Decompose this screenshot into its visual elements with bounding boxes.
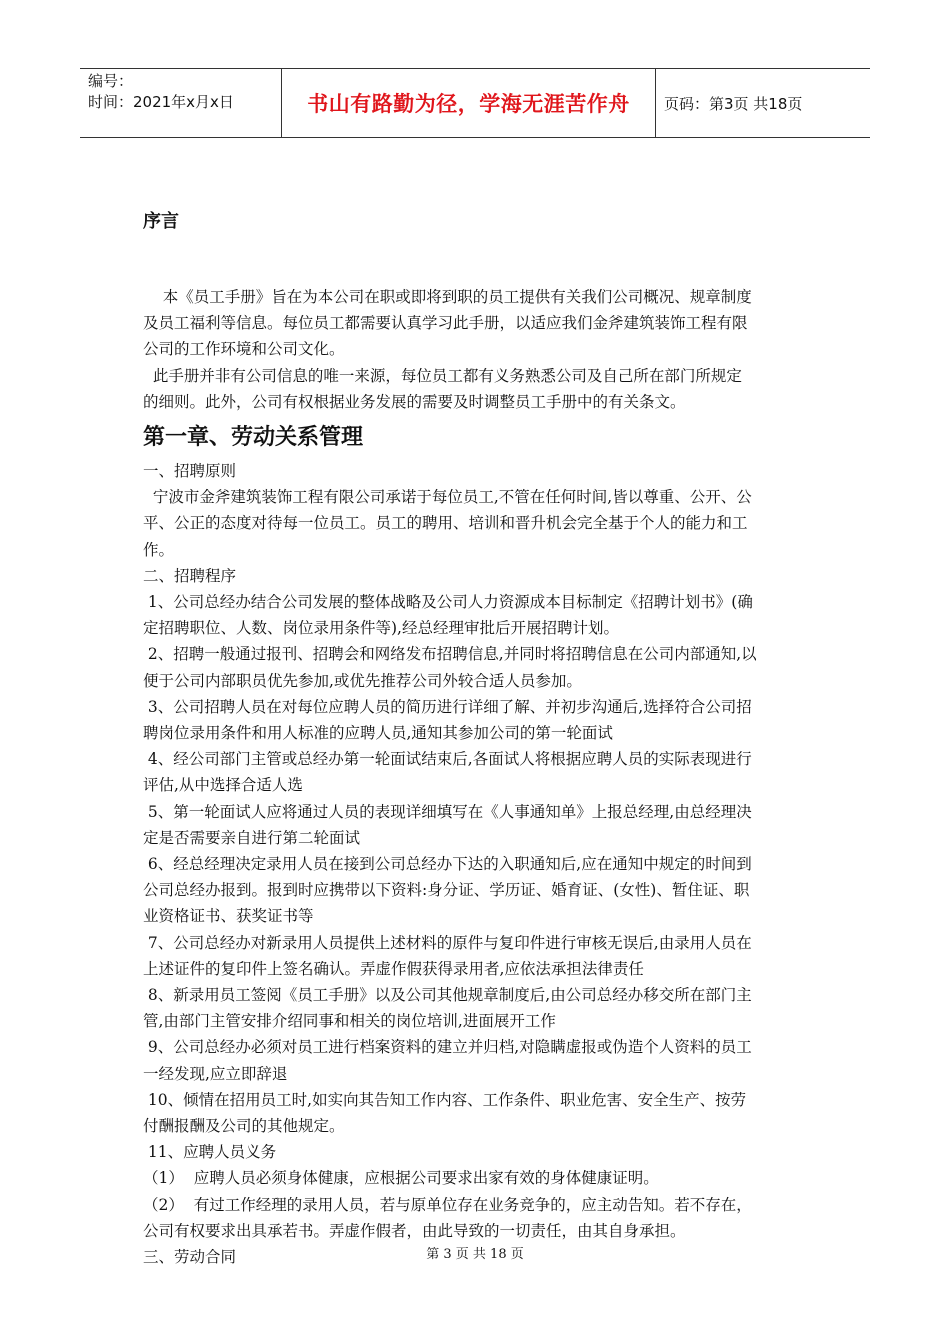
text-line: （1） 应聘人员必须身体健康，应根据公司要求出家有效的身体健康证明。 [143,1169,659,1188]
document-date-label: 时间：2021年x月x日 [88,93,234,111]
text-line: 宁波市金斧建筑装饰工程有限公司承诺于每位员工,不管在任何时间,皆以尊重、公开、公 [143,488,752,507]
text-line: 3、公司招聘人员在对每位应聘人员的简历进行详细了解、并初步沟通后,选择符合公司招 [143,697,752,716]
text-line: 公司的工作环境和公司文化。 [143,340,345,359]
text-line: 便于公司内部职员优先参加,或优先推荐公司外较合适人员参加。 [143,671,582,690]
page-footer: 第 3 页 共 18 页 [426,1247,524,1262]
text-line: 付酬报酬及公司的其他规定。 [143,1117,345,1135]
preface-title: 序言 [143,211,179,232]
text-line: 平、公正的态度对待每一位员工。员工的聘用、培训和晋升机会完全基于个人的能力和工 [143,514,748,533]
text-line: 三、劳动合同 [143,1248,237,1266]
header-meta [80,69,282,137]
text-line: 5、第一轮面试人应将通过人员的表现详细填写在《人事通知单》上报总经理,由总经理决 [143,802,752,821]
header-page-code: 页码：第3页 共18页 [664,94,803,113]
text-line: 评估,从中选择合适人选 [143,776,303,795]
text-line: 一经发现,应立即辞退 [143,1064,288,1083]
text-line: 公司总经办报到。报到时应携带以下资料:身分证、学历证、婚育证、(女性)、暂住证、职 [143,881,750,900]
text-line: 二、招聘程序 [143,566,237,585]
text-line: （2） 有过工作经理的录用人员，若与原单位存在业务竞争的，应主动告知。若不存在， [143,1195,752,1214]
text-line: 11、应聘人员义务 [143,1143,277,1162]
text-line: 公司有权要求出具承若书。弄虚作假者，由此导致的一切责任，由其自身承担。 [143,1221,686,1240]
text-line: 及员工福利等信息。每位员工都需要认真学习此手册，以适应我们金斧建筑装饰工程有限 [143,314,748,333]
text-line: 上述证件的复印件上签名确认。弄虚作假获得录用者,应依法承担法律责任 [143,959,644,978]
text-line: 一、招聘原则 [143,462,237,480]
text-line: 聘岗位录用条件和用人标准的应聘人员,通知其参加公司的第一轮面试 [143,724,613,742]
text-line: 管,由部门主管安排介绍同事和相关的岗位培训,进面展开工作 [143,1012,556,1031]
text-line: 定是否需要亲自进行第二轮面试 [143,828,361,847]
text-line: 此手册并非有公司信息的唯一来源，每位员工都有义务熟悉公司及自己所在部门所规定 [143,366,742,385]
header-motto: 书山有路勤为径，学海无涯苦作舟 [282,69,656,137]
page-header [80,68,870,138]
text-line: 6、经总经理决定录用人员在接到公司总经办下达的入职通知后,应在通知中规定的时间到 [143,855,752,873]
text-line: 作。 [143,540,175,559]
text-line: 7、公司总经办对新录用人员提供上述材料的原件与复印件进行审核无误后,由录用人员在 [143,933,752,952]
text-line: 定招聘职位、人数、岗位录用条件等),经总经理审批后开展招聘计划。 [143,619,619,638]
text-line: 2、招聘一般通过报刊、招聘会和网络发布招聘信息,并同时将招聘信息在公司内部通知,以 [143,645,757,664]
text-line: 9、公司总经办必须对员工进行档案资料的建立并归档,对隐瞒虚报或伪造个人资料的员工 [143,1038,752,1057]
text-line: 1、公司总经办结合公司发展的整体战略及公司人力资源成本目标制定《招聘计划书》(确 [143,593,753,611]
text-line: 10、倾情在招用员工时,如实向其告知工作内容、工作条件、职业危害、安全生产、按劳 [143,1090,747,1109]
text-line: 本《员工手册》旨在为本公司在职或即将到职的员工提供有关我们公司概况、规章制度 [143,288,752,306]
text-line: 业资格证书、获奖证书等 [143,907,314,926]
document-number-label: 编号： [88,72,134,90]
chapter-title: 第一章、劳动关系管理 [143,424,364,450]
text-line: 的细则。此外，公司有权根据业务发展的需要及时调整员工手册中的有关条文。 [143,392,686,411]
text-line: 8、新录用员工签阅《员工手册》以及公司其他规章制度后,由公司总经办移交所在部门主 [143,986,752,1004]
text-line: 4、经公司部门主管或总经办第一轮面试结束后,各面试人将根据应聘人员的实际表现进行 [143,750,752,769]
